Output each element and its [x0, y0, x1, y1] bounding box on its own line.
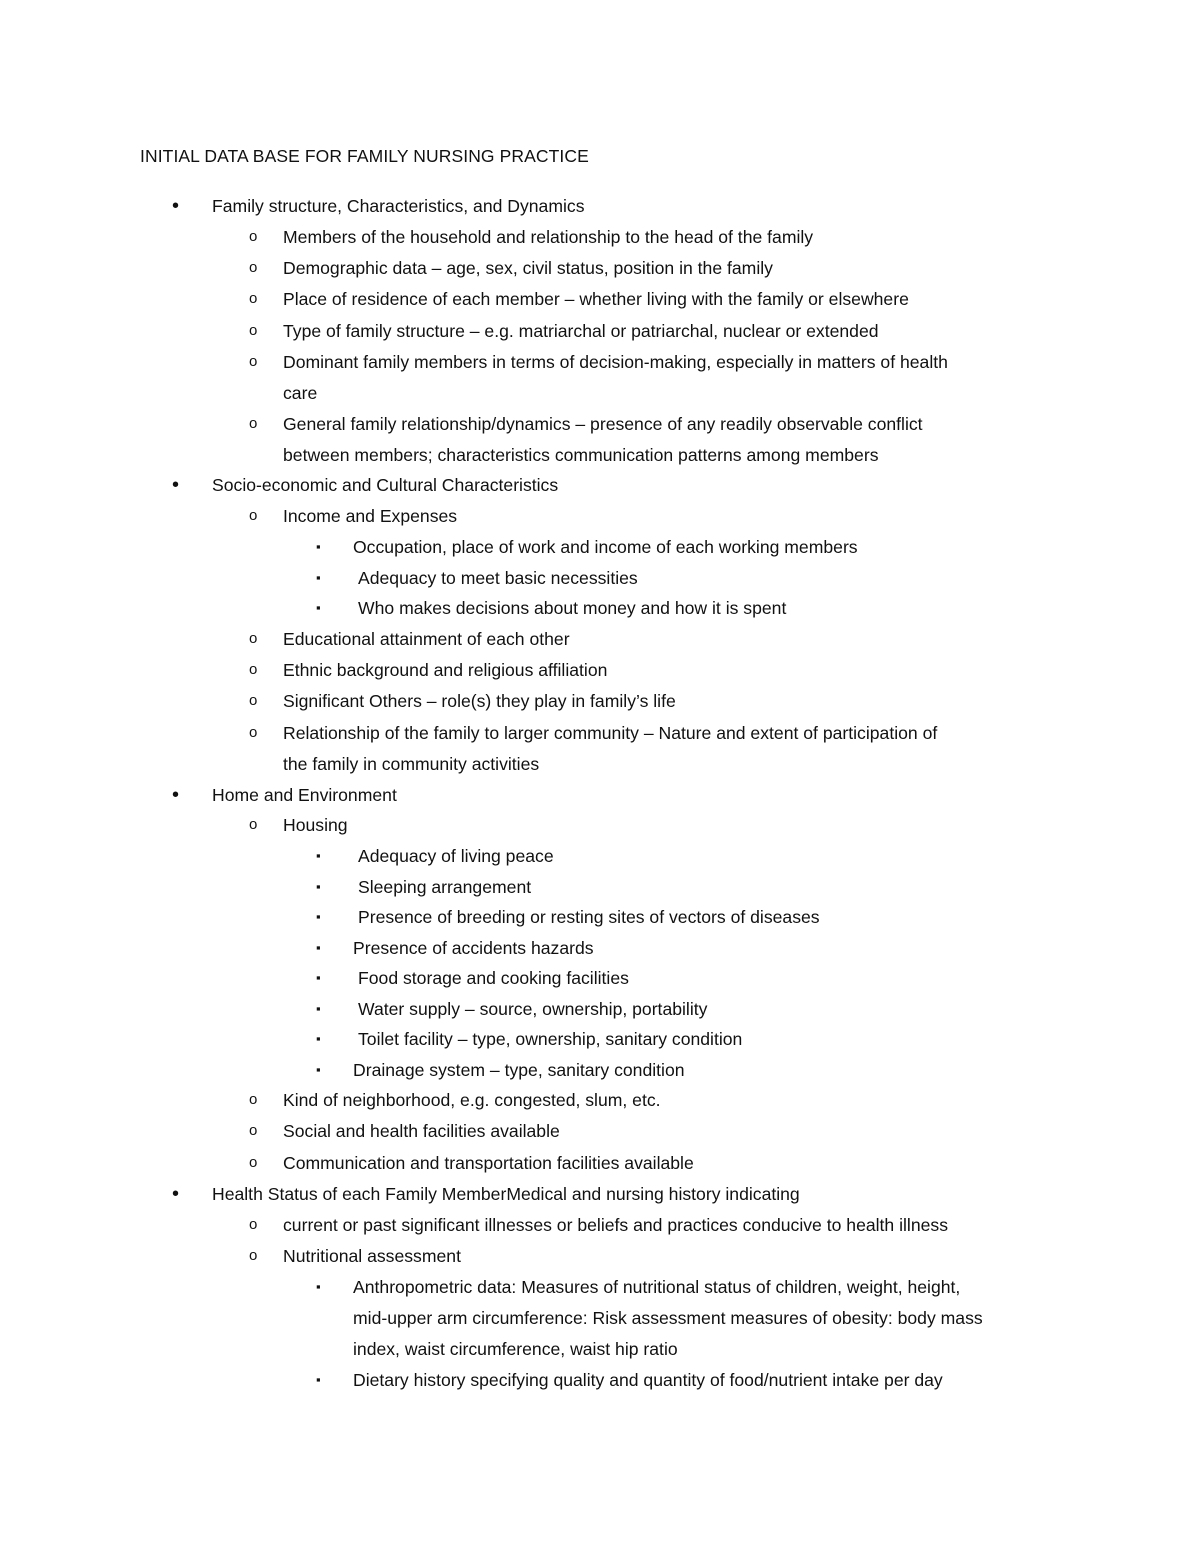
list-item-text: index, waist circumference, waist hip ratio [353, 1339, 678, 1359]
list-item-text: care [283, 383, 318, 403]
square-bullet-icon: ▪ [316, 1062, 321, 1077]
list-item-text: Relationship of the family to larger community – Nature and extent of participation of [283, 723, 938, 743]
list-item-text: Presence of breeding or resting sites of vectors of diseases [358, 907, 820, 927]
circle-bullet-icon: o [249, 692, 258, 709]
square-bullet-icon: ▪ [316, 539, 321, 554]
list-item-text: Adequacy of living peace [358, 846, 554, 866]
list-item-text: Drainage system – type, sanitary condition [353, 1060, 685, 1080]
document-title: INITIAL DATA BASE FOR FAMILY NURSING PRACTICE [140, 146, 589, 166]
list-item-text: Housing [283, 815, 348, 835]
circle-bullet-icon: o [249, 1091, 258, 1108]
circle-bullet-icon: o [249, 1122, 258, 1139]
circle-bullet-icon: o [249, 1154, 258, 1171]
list-item-text: Who makes decisions about money and how it is spent [358, 598, 787, 618]
bullet-icon: • [172, 1183, 180, 1205]
circle-bullet-icon: o [249, 353, 258, 370]
square-bullet-icon: ▪ [316, 848, 321, 863]
list-item-text: between members; characteristics communication patterns among members [283, 445, 879, 465]
circle-bullet-icon: o [249, 724, 258, 741]
list-item-text: Adequacy to meet basic necessities [358, 568, 638, 588]
square-bullet-icon: ▪ [316, 970, 321, 985]
list-item-text: Educational attainment of each other [283, 629, 570, 649]
circle-bullet-icon: o [249, 1247, 258, 1264]
square-bullet-icon: ▪ [316, 1001, 321, 1016]
list-item-text: Water supply – source, ownership, portability [358, 999, 708, 1019]
square-bullet-icon: ▪ [316, 940, 321, 955]
list-item-text: Family structure, Characteristics, and Dynamics [212, 196, 585, 216]
circle-bullet-icon: o [249, 1216, 258, 1233]
list-item-text: Food storage and cooking facilities [358, 968, 629, 988]
list-item-text: Toilet facility – type, ownership, sanitary condition [358, 1029, 743, 1049]
square-bullet-icon: ▪ [316, 1031, 321, 1046]
circle-bullet-icon: o [249, 661, 258, 678]
circle-bullet-icon: o [249, 228, 258, 245]
list-item-text: Communication and transportation facilities available [283, 1153, 694, 1173]
list-item-text: General family relationship/dynamics – presence of any readily observable conflict [283, 414, 923, 434]
list-item-text: Health Status of each Family MemberMedical and nursing history indicating [212, 1184, 800, 1204]
bullet-icon: • [172, 195, 180, 217]
circle-bullet-icon: o [249, 816, 258, 833]
list-item-text: Nutritional assessment [283, 1246, 461, 1266]
square-bullet-icon: ▪ [316, 1279, 321, 1294]
list-item-text: Socio-economic and Cultural Characteristics [212, 475, 559, 495]
list-item-text: Dietary history specifying quality and quantity of food/nutrient intake per day [353, 1370, 943, 1390]
square-bullet-icon: ▪ [316, 879, 321, 894]
list-item-text: Income and Expenses [283, 506, 458, 526]
square-bullet-icon: ▪ [316, 909, 321, 924]
bullet-icon: • [172, 474, 180, 496]
list-item-text: Kind of neighborhood, e.g. congested, slum, etc. [283, 1090, 661, 1110]
square-bullet-icon: ▪ [316, 600, 321, 615]
square-bullet-icon: ▪ [316, 570, 321, 585]
list-item-text: Members of the household and relationship to the head of the family [283, 227, 814, 247]
list-item-text: current or past significant illnesses or beliefs and practices conducive to health illness [283, 1215, 948, 1235]
circle-bullet-icon: o [249, 259, 258, 276]
square-bullet-icon: ▪ [316, 1372, 321, 1387]
list-item-text: the family in community activities [283, 754, 540, 774]
circle-bullet-icon: o [249, 415, 258, 432]
list-item-text: Significant Others – role(s) they play in family’s life [283, 691, 676, 711]
list-item-text: Sleeping arrangement [358, 877, 532, 897]
list-item-text: Social and health facilities available [283, 1121, 560, 1141]
circle-bullet-icon: o [249, 630, 258, 647]
bullet-icon: • [172, 784, 180, 806]
list-item-text: Dominant family members in terms of decision-making, especially in matters of health [283, 352, 948, 372]
list-item-text: mid-upper arm circumference: Risk assessment measures of obesity: body mass [353, 1308, 983, 1328]
list-item-text: Ethnic background and religious affiliation [283, 660, 608, 680]
list-item-text: Home and Environment [212, 785, 397, 805]
list-item-text: Place of residence of each member – whether living with the family or elsewhere [283, 289, 909, 309]
list-item-text: Occupation, place of work and income of each working members [353, 537, 858, 557]
list-item-text: Demographic data – age, sex, civil status, position in the family [283, 258, 773, 278]
list-item-text: Presence of accidents hazards [353, 938, 594, 958]
circle-bullet-icon: o [249, 507, 258, 524]
circle-bullet-icon: o [249, 322, 258, 339]
list-item-text: Anthropometric data: Measures of nutritional status of children, weight, height, [353, 1277, 961, 1297]
circle-bullet-icon: o [249, 290, 258, 307]
list-item-text: Type of family structure – e.g. matriarchal or patriarchal, nuclear or extended [283, 321, 879, 341]
